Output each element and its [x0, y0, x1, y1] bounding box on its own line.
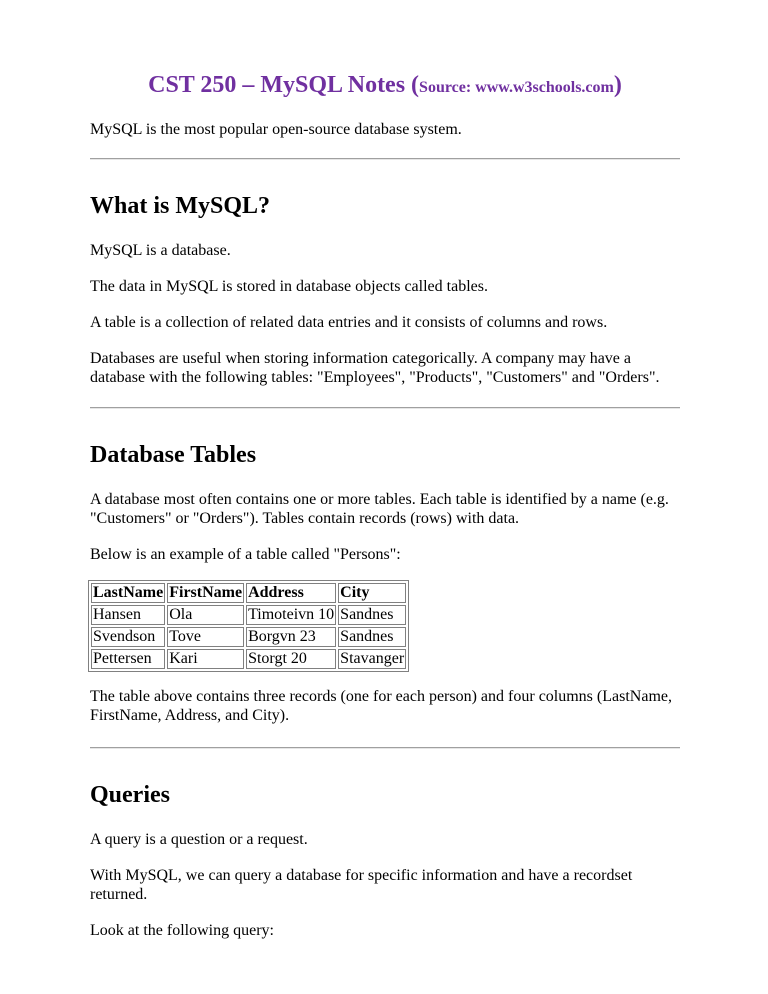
intro-paragraph: MySQL is the most popular open-source database system.	[90, 121, 462, 138]
paragraph: A query is a question or a request.	[90, 831, 308, 848]
section-heading-what-is-mysql: What is MySQL?	[90, 193, 271, 219]
column-header: Address	[246, 583, 336, 603]
table-cell: Svendson	[91, 627, 165, 647]
table-cell: Ola	[167, 605, 244, 625]
divider	[90, 747, 680, 749]
table-cell: Storgt 20	[246, 649, 336, 669]
table-header-row	[91, 583, 406, 603]
table-cell: Tove	[167, 627, 244, 647]
paragraph: A database most often contains one or more tables. Each table is identified by a name (e.g. "Customers" or "Orders"). Tables contain records (rows) with data.	[90, 491, 669, 527]
page-title	[90, 70, 680, 103]
table-row	[91, 605, 406, 625]
table-cell: Kari	[167, 649, 244, 669]
column-header: City	[338, 583, 406, 603]
table-cell: Sandnes	[338, 627, 406, 647]
title-source: Source: www.w3schools.com	[419, 79, 614, 96]
table-cell: Borgvn 23	[246, 627, 336, 647]
table-row	[91, 649, 406, 669]
section-heading-queries: Queries	[90, 782, 170, 808]
paragraph: Databases are useful when storing information categorically. A company may have a database with the following tables: "Employees", "Products", "Customers" and "Orders".	[90, 350, 660, 386]
persons-table	[88, 580, 409, 672]
paragraph: Look at the following query:	[90, 922, 274, 939]
table-cell: Timoteivn 10	[248, 606, 335, 623]
table-cell: Stavanger	[340, 650, 405, 667]
column-header: LastName	[93, 584, 164, 601]
paragraph: A table is a collection of related data entries and it consists of columns and rows.	[90, 314, 608, 331]
title-main: CST 250 – MySQL Notes (	[148, 72, 420, 98]
paragraph: With MySQL, we can query a database for specific information and have a recordset returned.	[90, 867, 633, 903]
column-header: FirstName	[169, 584, 243, 601]
paragraph: The table above contains three records (one for each person) and four columns (LastName, FirstName, Address, and City).	[90, 688, 672, 724]
table-cell: Pettersen	[91, 649, 165, 669]
paragraph: Below is an example of a table called "Persons":	[90, 546, 401, 563]
table-row	[91, 627, 406, 647]
divider	[90, 407, 680, 409]
table-cell: Hansen	[91, 605, 165, 625]
section-heading-database-tables: Database Tables	[90, 442, 257, 468]
table-cell: Sandnes	[338, 605, 406, 625]
paragraph: MySQL is a database.	[90, 242, 231, 259]
paragraph: The data in MySQL is stored in database objects called tables.	[90, 278, 488, 295]
title-close: )	[613, 72, 622, 98]
divider	[90, 158, 680, 160]
